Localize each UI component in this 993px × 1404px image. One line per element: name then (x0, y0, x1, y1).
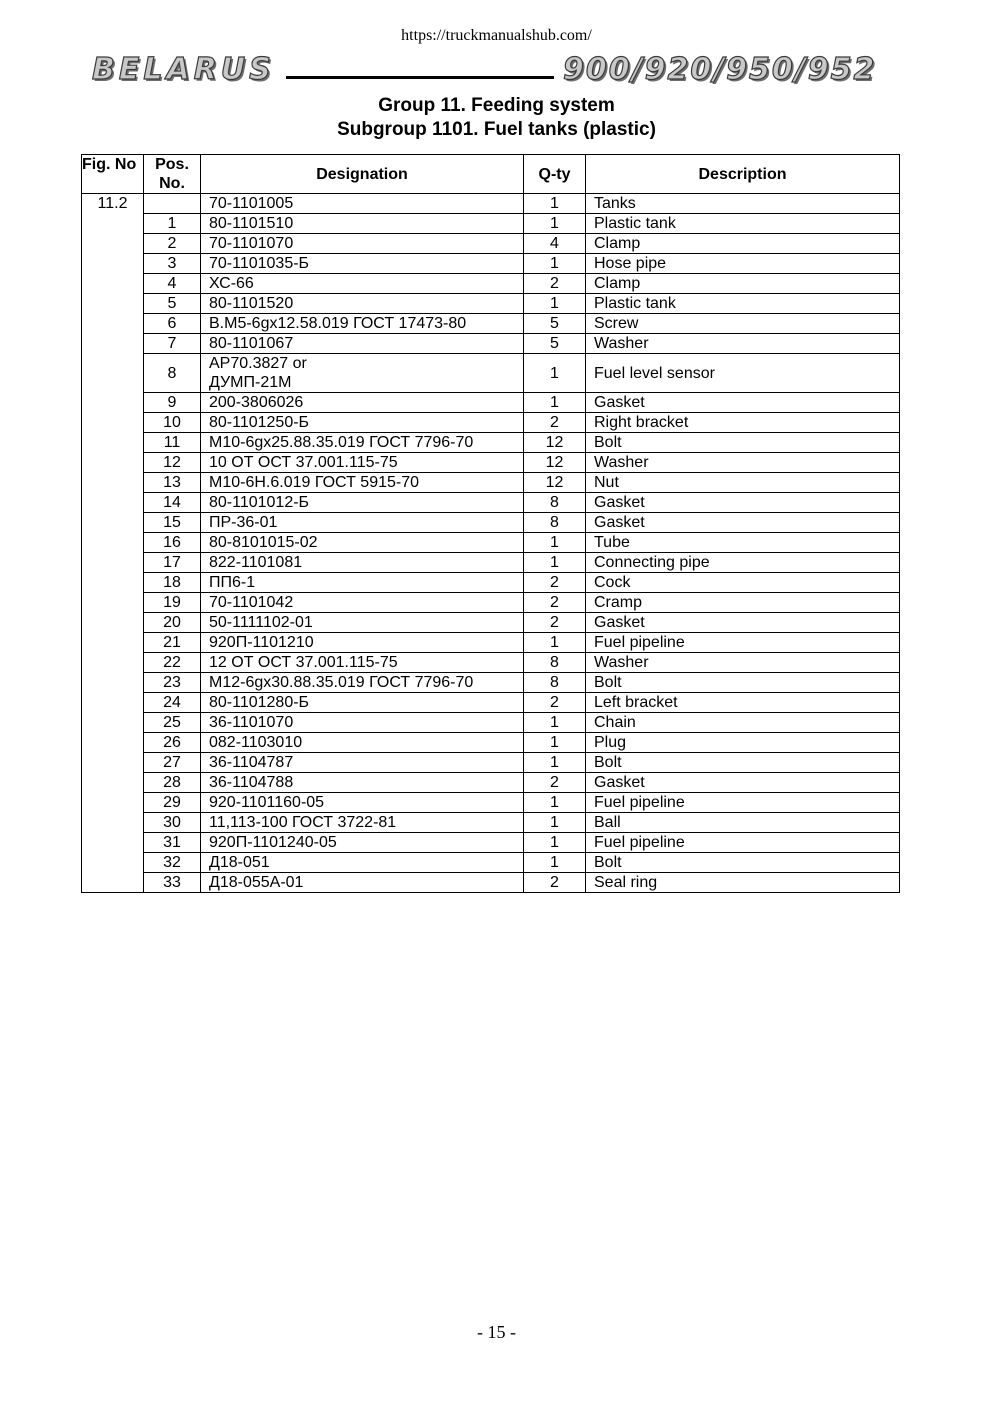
page-number: - 15 - (477, 1322, 516, 1342)
designation-cell (201, 194, 524, 214)
designation-cell (201, 693, 524, 713)
table-row (82, 593, 900, 613)
designation-cell (201, 673, 524, 693)
table-row (82, 533, 900, 553)
description-cell: Right bracket (586, 413, 900, 433)
table-row (82, 553, 900, 573)
description-cell: Fuel pipeline (586, 633, 900, 653)
designation-line: В.М5-6gx12.58.019 ГОСТ 17473-80 (209, 315, 467, 332)
pos-cell: 13 (144, 473, 201, 493)
description-cell: Cock (586, 573, 900, 593)
pos-cell: 2 (144, 234, 201, 254)
description-cell: Screw (586, 314, 900, 334)
table-row (82, 433, 900, 453)
pos-cell (144, 194, 201, 214)
table-row (82, 813, 900, 833)
table-row (82, 793, 900, 813)
table-row (82, 294, 900, 314)
table-row (82, 274, 900, 294)
table-row (82, 773, 900, 793)
designation-cell (201, 214, 524, 234)
qty-cell: 1 (524, 733, 586, 753)
source-url: https://truckmanualshub.com/ (401, 27, 592, 44)
pos-cell: 31 (144, 833, 201, 853)
qty-cell: 1 (524, 853, 586, 873)
table-row (82, 334, 900, 354)
designation-cell (201, 513, 524, 533)
description-cell: Gasket (586, 613, 900, 633)
qty-cell: 1 (524, 553, 586, 573)
table-row (82, 393, 900, 413)
description-cell: Bolt (586, 433, 900, 453)
description-cell: Washer (586, 334, 900, 354)
fig-number-cell: 11.2 (82, 194, 144, 893)
pos-cell: 14 (144, 493, 201, 513)
designation-line: 80-1101012-Б (209, 494, 310, 511)
table-row (82, 513, 900, 533)
qty-cell: 1 (524, 533, 586, 553)
designation-line: 36-1104787 (209, 754, 294, 771)
description-cell: Clamp (586, 274, 900, 294)
header-rule (286, 76, 554, 79)
designation-line: ПР-36-01 (209, 514, 278, 531)
designation-line: 36-1104788 (209, 774, 294, 791)
table-row (82, 194, 900, 214)
designation-line: М10-6gx25.88.35.019 ГОСТ 7796-70 (209, 434, 474, 451)
qty-cell: 1 (524, 254, 586, 274)
pos-cell: 19 (144, 593, 201, 613)
parts-table (81, 154, 900, 893)
designation-cell (201, 493, 524, 513)
table-header-row (82, 155, 900, 194)
model-numbers-logo: 900/920/950/952 (563, 52, 877, 87)
designation-line: ПП6-1 (209, 574, 256, 591)
pos-cell: 20 (144, 613, 201, 633)
subgroup-title: Subgroup 1101. Fuel tanks (plastic) (337, 119, 656, 140)
designation-line: М12-6gx30.88.35.019 ГОСТ 7796-70 (209, 674, 474, 691)
designation-cell (201, 733, 524, 753)
designation-cell (201, 413, 524, 433)
designation-line: 36-1101070 (209, 714, 294, 731)
qty-cell: 8 (524, 513, 586, 533)
description-cell: Seal ring (586, 873, 900, 893)
qty-cell: 2 (524, 613, 586, 633)
designation-cell (201, 853, 524, 873)
col-header-qty: Q-ty (524, 155, 586, 194)
designation-cell (201, 653, 524, 673)
designation-cell (201, 473, 524, 493)
qty-cell: 2 (524, 773, 586, 793)
pos-cell: 32 (144, 853, 201, 873)
description-cell: Gasket (586, 773, 900, 793)
qty-cell: 8 (524, 673, 586, 693)
designation-cell (201, 573, 524, 593)
table-row (82, 853, 900, 873)
designation-cell (201, 453, 524, 473)
pos-cell: 25 (144, 713, 201, 733)
qty-cell: 1 (524, 214, 586, 234)
designation-cell (201, 254, 524, 274)
description-cell: Gasket (586, 393, 900, 413)
table-row (82, 653, 900, 673)
designation-line: АР70.3827 or (209, 355, 307, 372)
designation-line: 80-1101250-Б (209, 414, 310, 431)
designation-cell (201, 294, 524, 314)
table-row (82, 314, 900, 334)
designation-cell (201, 813, 524, 833)
description-cell: Bolt (586, 673, 900, 693)
qty-cell: 2 (524, 573, 586, 593)
designation-line: ХС-66 (209, 275, 254, 292)
table-row (82, 234, 900, 254)
pos-cell: 29 (144, 793, 201, 813)
table-row (82, 833, 900, 853)
table-row (82, 493, 900, 513)
table-row (82, 354, 900, 393)
col-header-pos-no (144, 155, 201, 194)
designation-line: 200-3806026 (209, 394, 304, 411)
qty-cell: 8 (524, 493, 586, 513)
designation-cell (201, 433, 524, 453)
description-cell: Cramp (586, 593, 900, 613)
pos-cell: 18 (144, 573, 201, 593)
qty-cell: 1 (524, 713, 586, 733)
qty-cell: 1 (524, 633, 586, 653)
description-cell: Bolt (586, 853, 900, 873)
description-cell: Connecting pipe (586, 553, 900, 573)
designation-line: 80-1101510 (209, 215, 294, 232)
qty-cell: 8 (524, 653, 586, 673)
col-header-pos-line1: Pos. (155, 156, 189, 173)
pos-cell: 4 (144, 274, 201, 294)
description-cell: Chain (586, 713, 900, 733)
designation-line: 822-1101081 (209, 554, 303, 571)
table-row (82, 733, 900, 753)
description-cell: Gasket (586, 513, 900, 533)
pos-cell: 5 (144, 294, 201, 314)
designation-cell (201, 833, 524, 853)
qty-cell: 1 (524, 194, 586, 214)
description-cell: Tanks (586, 194, 900, 214)
pos-cell: 12 (144, 453, 201, 473)
pos-cell: 27 (144, 753, 201, 773)
table-row (82, 633, 900, 653)
qty-cell: 1 (524, 793, 586, 813)
description-cell: Hose pipe (586, 254, 900, 274)
table-row (82, 873, 900, 893)
table-row (82, 753, 900, 773)
designation-line: 70-1101035-Б (209, 255, 310, 272)
designation-cell (201, 553, 524, 573)
qty-cell: 4 (524, 234, 586, 254)
designation-line: ДУМП-21М (209, 374, 292, 391)
designation-line: 70-1101042 (209, 594, 294, 611)
description-cell: Plastic tank (586, 214, 900, 234)
pos-cell: 9 (144, 393, 201, 413)
designation-line: 10 ОТ ОСТ 37.001.115-75 (209, 454, 398, 471)
description-cell: Ball (586, 813, 900, 833)
table-row (82, 693, 900, 713)
table-row (82, 573, 900, 593)
designation-cell (201, 274, 524, 294)
designation-line: 920-1101160-05 (209, 794, 325, 811)
designation-cell (201, 234, 524, 254)
table-row (82, 254, 900, 274)
pos-cell: 6 (144, 314, 201, 334)
description-cell: Fuel pipeline (586, 833, 900, 853)
designation-line: 70-1101005 (209, 195, 294, 212)
col-header-pos-line2: No. (159, 175, 185, 192)
designation-line: М10-6Н.6.019 ГОСТ 5915-70 (209, 474, 420, 491)
qty-cell: 1 (524, 354, 586, 393)
table-row (82, 413, 900, 433)
designation-cell (201, 393, 524, 413)
qty-cell: 1 (524, 833, 586, 853)
description-cell: Gasket (586, 493, 900, 513)
table-row (82, 613, 900, 633)
designation-cell (201, 593, 524, 613)
group-title: Group 11. Feeding system (378, 95, 615, 116)
designation-cell (201, 773, 524, 793)
designation-cell (201, 753, 524, 773)
pos-cell: 17 (144, 553, 201, 573)
pos-cell: 15 (144, 513, 201, 533)
designation-line: 80-8101015-02 (209, 534, 318, 551)
qty-cell: 12 (524, 453, 586, 473)
pos-cell: 8 (144, 354, 201, 393)
description-cell: Tube (586, 533, 900, 553)
qty-cell: 1 (524, 813, 586, 833)
description-cell: Bolt (586, 753, 900, 773)
qty-cell: 2 (524, 274, 586, 294)
qty-cell: 1 (524, 753, 586, 773)
pos-cell: 23 (144, 673, 201, 693)
designation-line: Д18-051 (209, 854, 270, 871)
description-cell: Plug (586, 733, 900, 753)
designation-cell (201, 873, 524, 893)
pos-cell: 3 (144, 254, 201, 274)
designation-line: 11,113-100 ГОСТ 3722-81 (209, 814, 397, 831)
designation-line: 80-1101067 (209, 335, 294, 352)
designation-line: 80-1101520 (209, 295, 294, 312)
pos-cell: 28 (144, 773, 201, 793)
designation-cell (201, 793, 524, 813)
qty-cell: 2 (524, 413, 586, 433)
pos-cell: 21 (144, 633, 201, 653)
pos-cell: 24 (144, 693, 201, 713)
col-header-fig-no: Fig. No (82, 155, 144, 194)
table-row (82, 713, 900, 733)
designation-cell (201, 334, 524, 354)
qty-cell: 2 (524, 593, 586, 613)
description-cell: Washer (586, 653, 900, 673)
pos-cell: 10 (144, 413, 201, 433)
pos-cell: 26 (144, 733, 201, 753)
pos-cell: 33 (144, 873, 201, 893)
designation-cell (201, 713, 524, 733)
description-cell: Left bracket (586, 693, 900, 713)
description-cell: Fuel pipeline (586, 793, 900, 813)
designation-line: 12 ОТ ОСТ 37.001.115-75 (209, 654, 398, 671)
brand-logo: BELARUS (92, 52, 275, 87)
designation-line: 50-1111102-01 (209, 614, 313, 631)
pos-cell: 22 (144, 653, 201, 673)
description-cell: Plastic tank (586, 294, 900, 314)
designation-line: 80-1101280-Б (209, 694, 310, 711)
designation-cell (201, 314, 524, 334)
col-header-designation: Designation (201, 155, 524, 194)
designation-cell (201, 613, 524, 633)
table-row (82, 453, 900, 473)
designation-line: 082-1103010 (209, 734, 303, 751)
col-header-description: Description (586, 155, 900, 194)
qty-cell: 12 (524, 473, 586, 493)
designation-line: 920П-1101240-05 (209, 834, 337, 851)
designation-cell (201, 633, 524, 653)
table-row (82, 473, 900, 493)
qty-cell: 1 (524, 393, 586, 413)
pos-cell: 16 (144, 533, 201, 553)
parts-table-body (82, 194, 900, 893)
qty-cell: 2 (524, 873, 586, 893)
qty-cell: 5 (524, 334, 586, 354)
description-cell: Washer (586, 453, 900, 473)
designation-line: 70-1101070 (209, 235, 294, 252)
pos-cell: 11 (144, 433, 201, 453)
designation-line: 920П-1101210 (209, 634, 314, 651)
designation-cell (201, 354, 524, 393)
qty-cell: 2 (524, 693, 586, 713)
pos-cell: 30 (144, 813, 201, 833)
table-row (82, 673, 900, 693)
pos-cell: 7 (144, 334, 201, 354)
table-row (82, 214, 900, 234)
designation-line: Д18-055А-01 (209, 874, 304, 891)
designation-cell (201, 533, 524, 553)
description-cell: Nut (586, 473, 900, 493)
qty-cell: 1 (524, 294, 586, 314)
description-cell: Clamp (586, 234, 900, 254)
qty-cell: 12 (524, 433, 586, 453)
pos-cell: 1 (144, 214, 201, 234)
description-cell: Fuel level sensor (586, 354, 900, 393)
qty-cell: 5 (524, 314, 586, 334)
